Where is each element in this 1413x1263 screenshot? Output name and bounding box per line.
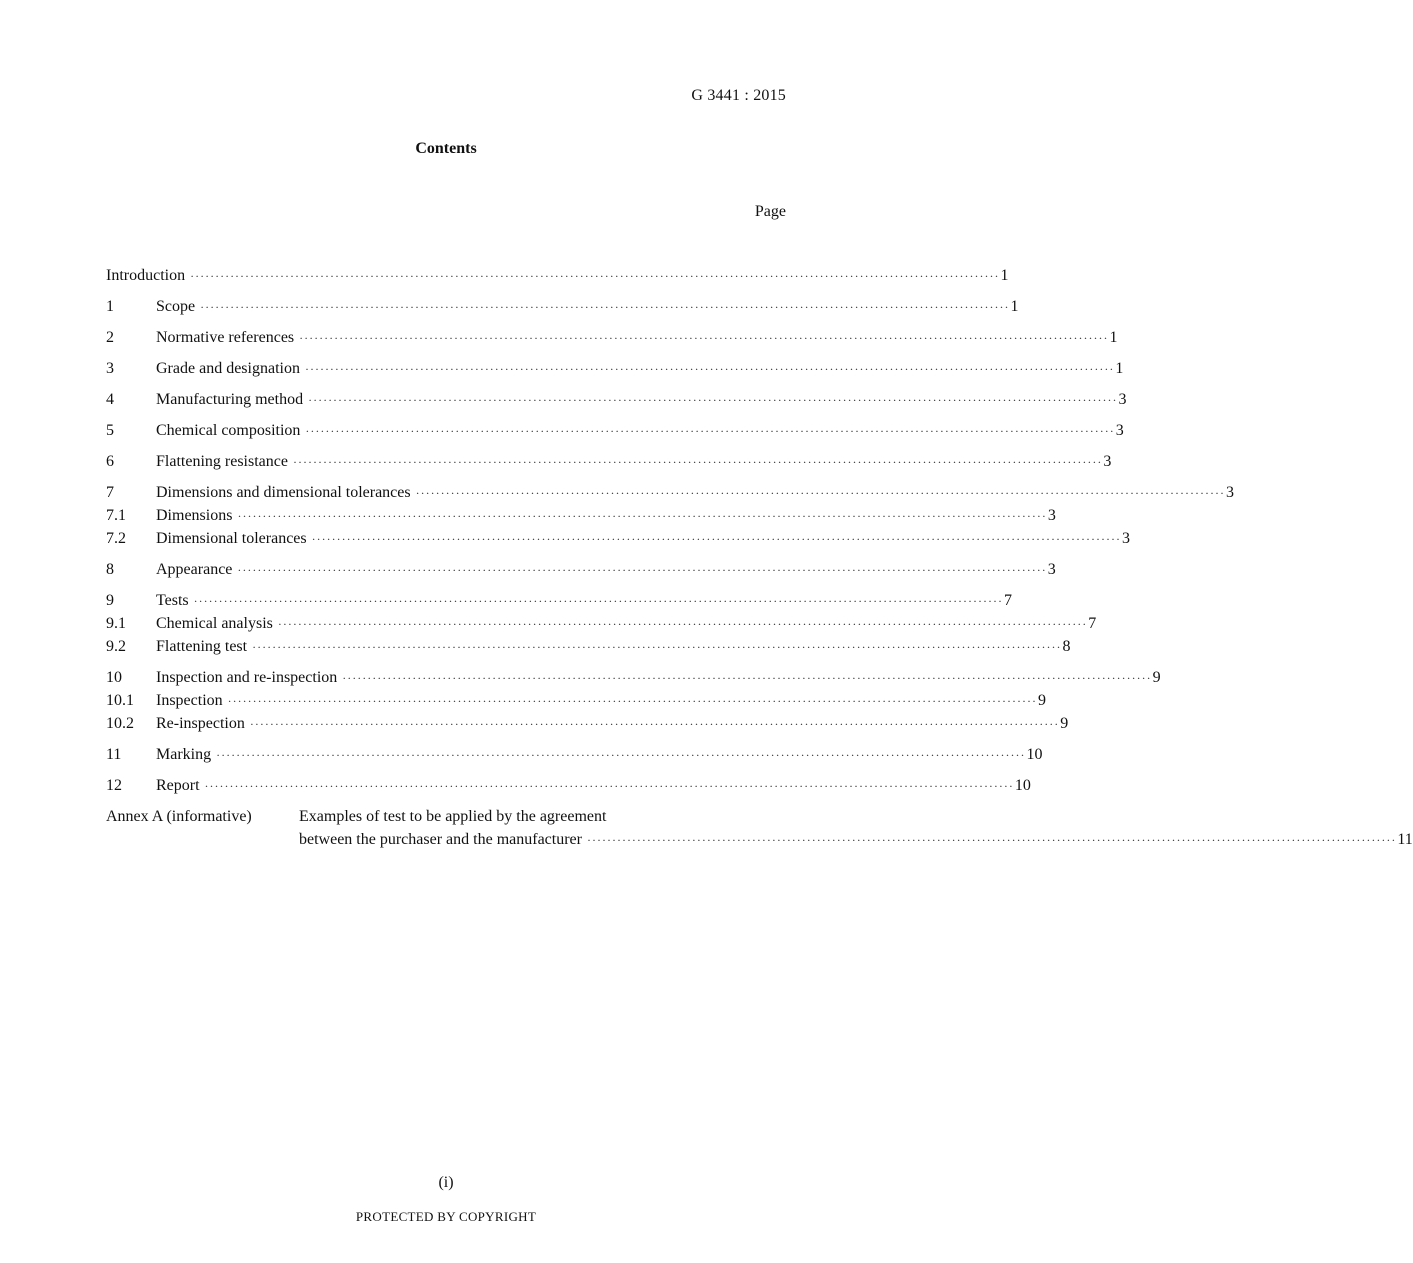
toc-entry-number: 9 xyxy=(106,592,114,609)
dot-leader xyxy=(308,389,1117,412)
toc-entry-title: Appearance xyxy=(156,561,233,578)
toc-entry-title: Dimensions xyxy=(156,507,233,524)
toc-entry-page-number: 3 xyxy=(1047,507,1056,524)
toc-entry-page-number: 10 xyxy=(1014,777,1031,794)
dot-leader xyxy=(250,713,1059,736)
toc-entry-title: Manufacturing method xyxy=(156,391,304,408)
toc-group xyxy=(106,326,1118,349)
annex-page-number: 11 xyxy=(1397,831,1413,848)
toc-entry-number: 12 xyxy=(106,777,122,794)
toc-entry-page-number: 1 xyxy=(1115,360,1124,377)
toc-entries xyxy=(106,264,1234,797)
footer-page-number: (i) xyxy=(438,1174,454,1191)
toc-entry xyxy=(106,388,1127,411)
toc-entry xyxy=(106,612,1097,635)
toc-entry-page-number: 1 xyxy=(1109,329,1118,346)
toc-entry-title: Dimensional tolerances xyxy=(156,530,307,547)
toc-entry-title: Scope xyxy=(156,298,196,315)
toc-entry xyxy=(106,357,1124,380)
toc-entry-number: 11 xyxy=(106,746,122,763)
toc-entry-number: 10.1 xyxy=(106,692,134,709)
toc-entry-number: 2 xyxy=(106,329,114,346)
toc-entry-title: Chemical composition xyxy=(156,422,301,439)
toc-entry-page-number: 3 xyxy=(1103,453,1112,470)
document-id: G 3441 : 2015 xyxy=(691,87,786,104)
toc-entry-title: Grade and designation xyxy=(156,360,300,377)
toc-entry-page-number: 9 xyxy=(1038,692,1047,709)
toc-entry xyxy=(106,558,1056,581)
toc-entry xyxy=(106,774,1031,797)
toc-entry-number: 8 xyxy=(106,561,114,578)
annex-title-block xyxy=(299,805,1413,851)
toc-group xyxy=(106,774,1031,797)
dot-leader xyxy=(312,528,1121,551)
toc-group xyxy=(106,450,1112,473)
toc-entry-number: 4 xyxy=(106,391,114,408)
toc-group xyxy=(106,666,1161,735)
toc-entry-page-number: 3 xyxy=(1122,530,1130,547)
toc-entry-number: 7 xyxy=(106,484,114,501)
toc-entry-number: 6 xyxy=(106,453,114,470)
toc-entry xyxy=(106,504,1056,527)
toc-entry-page-number: 3 xyxy=(1225,484,1234,501)
toc-entry-title: Marking xyxy=(156,746,212,763)
toc-entry-page-number: 7 xyxy=(1088,615,1097,632)
toc-entry-number: 1 xyxy=(106,298,114,315)
toc-entry xyxy=(106,635,1071,658)
dot-leader xyxy=(237,505,1046,528)
toc-entry-number: 9.2 xyxy=(106,638,126,655)
toc-entry-number: 9.1 xyxy=(106,615,126,632)
toc-entry-page-number: 7 xyxy=(1004,592,1013,609)
toc-entry-page-number: 3 xyxy=(1118,391,1127,408)
toc-entry-title: Re-inspection xyxy=(156,715,245,732)
toc-entry xyxy=(106,450,1112,473)
toc-entry-number: 10.2 xyxy=(106,715,134,732)
dot-leader xyxy=(416,482,1225,505)
dot-leader xyxy=(216,744,1025,767)
dot-leader xyxy=(587,829,1396,852)
dot-leader xyxy=(194,590,1003,613)
toc-entry-number: 3 xyxy=(106,360,114,377)
annex-title-line2: between the purchaser and the manufacturer xyxy=(299,831,582,848)
toc-group xyxy=(106,419,1124,442)
toc-entry-number: 10 xyxy=(106,669,122,686)
toc-entry xyxy=(106,743,1043,766)
toc-group xyxy=(106,589,1097,658)
toc-entry xyxy=(106,589,1013,612)
toc-entry-title: Report xyxy=(156,777,200,794)
toc-entry-page-number: 8 xyxy=(1062,638,1071,655)
toc-entry-title: Flattening resistance xyxy=(156,453,288,470)
toc-entry-number: 5 xyxy=(106,422,114,439)
toc-entry-page-number: 10 xyxy=(1026,746,1043,763)
toc-entry xyxy=(106,419,1124,442)
toc-entry xyxy=(106,527,1130,550)
toc-entry-page-number: 9 xyxy=(1060,715,1069,732)
annex-title-line2-row xyxy=(299,828,1413,851)
page-title: Contents xyxy=(415,140,477,157)
toc-entry xyxy=(106,264,1009,287)
toc-entry xyxy=(106,295,1019,318)
dot-leader xyxy=(190,265,999,288)
toc-entry-title: Inspection and re-inspection xyxy=(156,669,338,686)
dot-leader xyxy=(342,667,1151,690)
toc-entry-page-number: 3 xyxy=(1115,422,1124,439)
dot-leader xyxy=(299,327,1108,350)
dot-leader xyxy=(305,420,1114,443)
toc-entry xyxy=(106,689,1047,712)
toc-entry xyxy=(106,712,1069,735)
toc-entry-page-number: 9 xyxy=(1152,669,1161,686)
dot-leader xyxy=(237,559,1046,582)
toc-entry-page-number: 3 xyxy=(1047,561,1056,578)
toc-entry-page-number: 1 xyxy=(1000,267,1009,284)
footer-copyright: PROTECTED BY COPYRIGHT xyxy=(355,1209,537,1224)
toc-entry-title: Introduction xyxy=(106,267,186,284)
toc-entry-title: Dimensions and dimensional tolerances xyxy=(156,484,411,501)
toc-group xyxy=(106,295,1019,318)
dot-leader xyxy=(228,690,1037,713)
toc-entry-title: Inspection xyxy=(156,692,223,709)
annex-label: Annex A (informative) xyxy=(106,808,252,825)
toc-annex-entry xyxy=(106,805,1413,851)
dot-leader xyxy=(200,296,1009,319)
toc-entry-page-number: 1 xyxy=(1010,298,1019,315)
page-column-header: Page xyxy=(754,203,786,220)
toc-group xyxy=(106,388,1127,411)
toc-entry-title: Chemical analysis xyxy=(156,615,273,632)
table-of-contents xyxy=(106,264,1413,851)
dot-leader xyxy=(252,636,1061,659)
toc-entry-title: Flattening test xyxy=(156,638,248,655)
dot-leader xyxy=(278,613,1087,636)
annex-title-line1: Examples of test to be applied by the agreement xyxy=(299,808,607,825)
dot-leader xyxy=(293,451,1102,474)
dot-leader xyxy=(305,358,1114,381)
toc-group xyxy=(106,264,1009,287)
toc-entry xyxy=(106,666,1161,689)
toc-group xyxy=(106,558,1056,581)
toc-group xyxy=(106,357,1124,380)
toc-entry-title: Normative references xyxy=(156,329,295,346)
toc-group xyxy=(106,481,1234,550)
toc-entry-title: Tests xyxy=(156,592,189,609)
toc-entry-number: 7.2 xyxy=(106,530,126,547)
dot-leader xyxy=(205,775,1014,798)
toc-entry xyxy=(106,326,1118,349)
toc-group xyxy=(106,743,1043,766)
toc-entry xyxy=(106,481,1234,504)
toc-entry-number: 7.1 xyxy=(106,507,126,524)
